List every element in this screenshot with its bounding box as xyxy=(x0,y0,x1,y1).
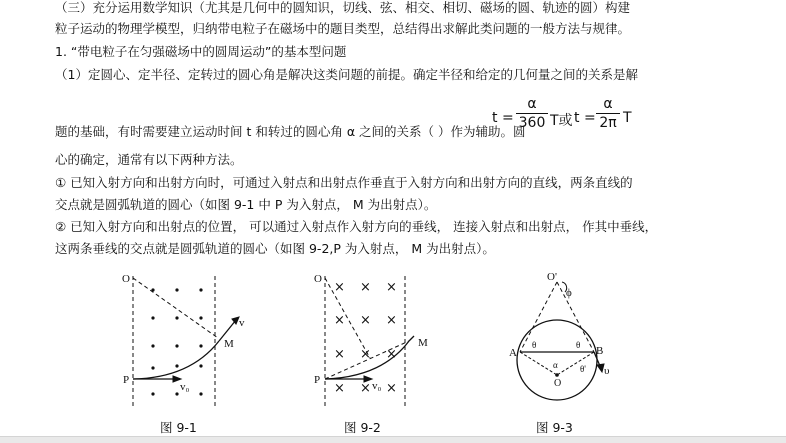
paragraph-case-2a: ② 已知入射方向和出射点的位置， 可以通过入射点作入射方向的垂线， 连接入射点和出射点， 作其中垂线， xyxy=(55,219,658,234)
figure-9-2 xyxy=(310,266,450,416)
fig1-label-m: M xyxy=(224,338,234,350)
paragraph-case-2b: 这两条垂线的交点就是圆弧轨道的圆心（如图 9-2,P 为入射点， M 为出射点）。 xyxy=(55,241,495,256)
fig3-label-thetaprime: θ' xyxy=(580,364,586,374)
svg-text:×: × xyxy=(360,381,371,396)
fig2-label-o: O xyxy=(314,273,322,285)
fig3-label-v: υ xyxy=(604,365,610,377)
paragraph-method-3: 心的确定，通常有以下两种方法。 xyxy=(55,152,243,167)
fig3-v-arrowhead xyxy=(597,364,604,372)
formula-2pi: 2π xyxy=(599,115,617,131)
paragraph-method-1: （1）定圆心、定半径、定转过的圆心角是解决这类问题的前提。确定半径和给定的几何量之间的关系是解 xyxy=(55,67,638,82)
figure-9-3 xyxy=(500,268,620,416)
formula-alpha: α xyxy=(527,96,537,112)
formula-fraction-2pi xyxy=(596,96,620,131)
paragraph-case-1a: ① 已知入射方向和出射方向时，可通过入射点和出射点作垂直于入射方向和出射方向的直线，两条直线的 xyxy=(55,175,633,190)
svg-text:×: × xyxy=(334,347,345,362)
fig3-label-o: O xyxy=(554,378,562,389)
fig1-label-v: v xyxy=(239,317,245,329)
formula-alpha-2: α xyxy=(603,96,613,112)
fig3-label-oprime: O' xyxy=(547,271,557,283)
fig3-label-phi: ϕ xyxy=(566,287,572,299)
svg-text:×: × xyxy=(334,381,345,396)
fig3-label-alpha: α xyxy=(553,360,558,370)
formula-fraction-360 xyxy=(516,96,548,131)
fig3-tangent-a xyxy=(520,282,557,352)
fig2-label-p: P xyxy=(314,374,321,386)
fig3-center-dot xyxy=(555,373,559,377)
fig3-label-a: A xyxy=(509,347,517,359)
formula-t-label: t = xyxy=(492,110,514,126)
figure-9-1 xyxy=(118,266,258,416)
svg-text:×: × xyxy=(386,381,397,396)
svg-text:×: × xyxy=(386,347,397,362)
fig3-radius-oa xyxy=(520,352,557,375)
fig3-label-b: B xyxy=(596,345,604,357)
paragraph-intro-1: （三）充分运用数学知识（尤其是几何中的圆知识，切线、弦、相交、相切、磁场的圆、轨迹的圆）构建 xyxy=(55,0,631,15)
formula-360: 360 xyxy=(518,115,546,131)
caption-fig-9-1: 图 9-1 xyxy=(160,420,197,435)
time-angle-formula xyxy=(492,96,642,140)
fig2-label-v0: v₀ xyxy=(372,380,382,392)
fig3-radius-ob xyxy=(557,352,594,375)
formula-t-label-2: t = xyxy=(574,110,596,126)
paragraph-case-1b: 交点就是圆弧轨道的圆心（如图 9-1 中 P 为入射点， M 为出射点）。 xyxy=(55,197,437,212)
svg-text:×: × xyxy=(360,313,371,328)
svg-text:×: × xyxy=(360,347,371,362)
fig1-label-v0: v₀ xyxy=(180,381,190,393)
paragraph-method-2: 题的基础，有时需要建立运动时间 t 和转过的圆心角 α 之间的关系（ ）作为辅助。圆 xyxy=(55,124,526,139)
svg-text:×: × xyxy=(334,280,345,295)
formula-T: T xyxy=(623,110,632,126)
fig1-label-o: O xyxy=(122,273,130,285)
fig3-label-theta-left: θ xyxy=(532,340,537,350)
svg-text:×: × xyxy=(334,313,345,328)
paragraph-intro-2: 粒子运动的物理学模型，归纳带电粒子在磁场中的题目类型，总结得出求解此类问题的一般方法与规律。 xyxy=(55,21,631,36)
formula-T-or: T或 xyxy=(550,113,573,129)
svg-text:×: × xyxy=(386,280,397,295)
svg-text:×: × xyxy=(360,280,371,295)
caption-fig-9-2: 图 9-2 xyxy=(344,420,381,435)
section-heading: 1. “带电粒子在匀强磁场中的圆周运动”的基本型问题 xyxy=(55,44,347,59)
svg-text:×: × xyxy=(386,313,397,328)
fig1-radius-om xyxy=(133,278,218,338)
caption-fig-9-3: 图 9-3 xyxy=(536,420,573,435)
fig2-label-m: M xyxy=(418,337,428,349)
fig1-label-p: P xyxy=(123,374,130,386)
fig3-label-theta-right: θ xyxy=(576,340,581,350)
